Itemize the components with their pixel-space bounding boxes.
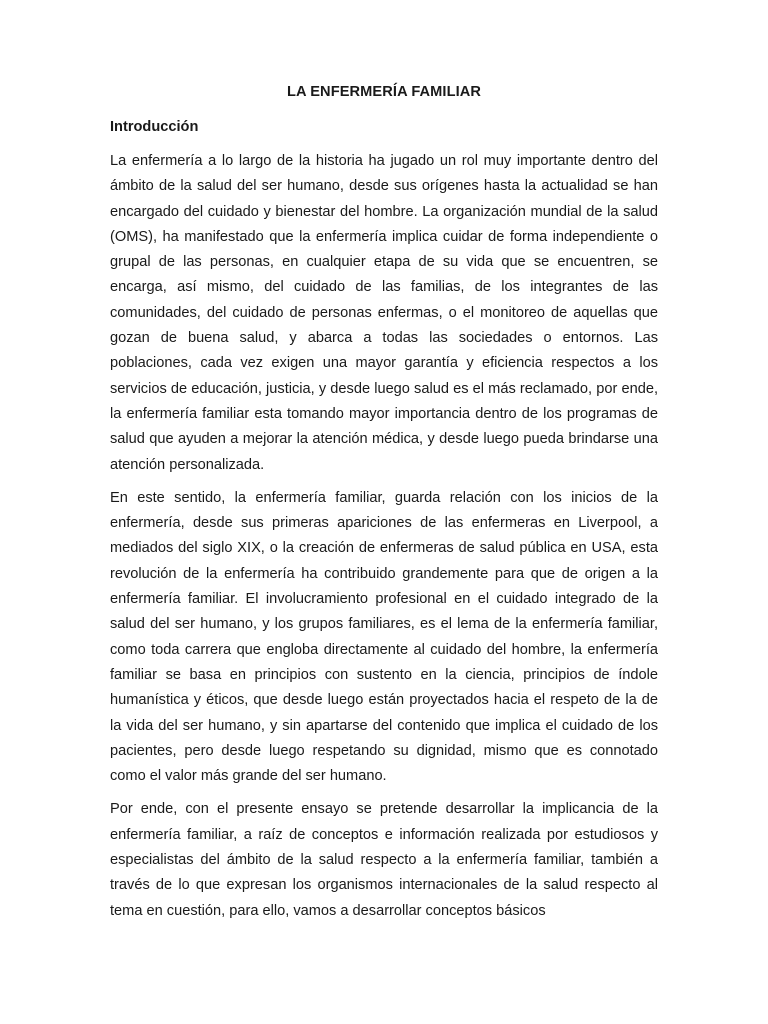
paragraph-1: La enfermería a lo largo de la historia ha jugado un rol muy importante dentro del ámbito de la salud del ser humano, desde sus orígenes hasta la actualidad se han encargado del cuidado y bienestar del hombre. La organización mundial de la salud (OMS), ha manifestado que la enfermería implica cuidar de forma independiente o grupal de las personas, en cualquier etapa de su vida que se encuentren, se encarga, así mismo, del cuidado de las familias, de los integrantes de las comunidades, del cuidado de personas enfermas, o el monitoreo de aquellas que gozan de buena salud, y abarca a todas las sociedades o entornos. Las poblaciones, cada vez exigen una mayor garantía y eficiencia respectos a los servicios de educación, justicia, y desde luego salud es el más reclamado, por ende, la enfermería familiar esta tomando mayor importancia dentro de los programas de salud que ayuden a mejorar la atención médica, y desde luego pueda brindarse una atención personalizada. (110, 153, 658, 473)
section-heading-introduccion: Introducción (110, 119, 199, 135)
paragraph-2: En este sentido, la enfermería familiar, guarda relación con los inicios de la enfermería, desde sus primeras apariciones de las enfermeras en Liverpool, a mediados del siglo XIX, o la creación de enfermeras de salud pública en USA, esta revolución de la enfermería ha contribuido grandemente para que de origen a la enfermería familiar. El involucramiento profesional en el cuidado integrado de la salud del ser humano, y los grupos familiares, es el lema de la enfermería familiar, como toda carrera que engloba directamente al cuidado del hombre, la enfermería familiar se basa en principios con sustento en la ciencia, principios de índole humanística y éticos, que desde luego están proyectados hacia el respeto de la de la vida del ser humano, y sin apartarse del contenido que implica el cuidado de los pacientes, pero desde luego respetando su dignidad, mismo que es connotado como el valor más grande del ser humano. (110, 489, 658, 785)
document-title: LA ENFERMERÍA FAMILIAR (286, 84, 482, 100)
paragraph-3: Por ende, con el presente ensayo se pretende desarrollar la implicancia de la enfermería familiar, a raíz de conceptos e información realizada por estudiosos y especialistas del ámbito de la salud respecto a la enfermería familiar, también a través de lo que expresan los organismos internacionales de la salud respecto al tema en cuestión, para ello, vamos a desarrollar conceptos básicos (110, 801, 658, 919)
document-page (110, 84, 658, 932)
